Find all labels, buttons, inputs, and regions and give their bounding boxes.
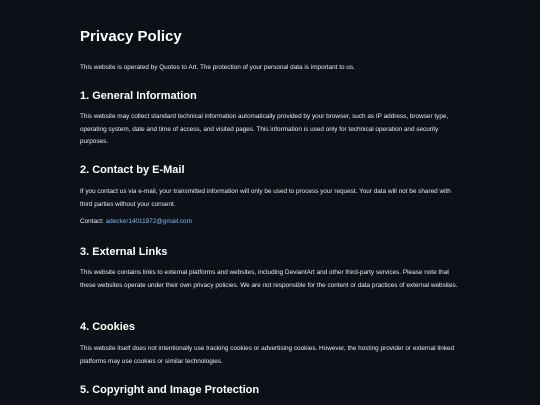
contact-label: Contact: — [80, 218, 104, 225]
section-heading-copyright: 5. Copyright and Image Protection — [80, 384, 260, 396]
contact-email-link[interactable]: adecker14011972@gmail.com — [105, 218, 192, 225]
contact-line — [80, 216, 462, 229]
intro-text: This website is operated by Quotes to Art. The protection of your personal data is important to us. — [80, 64, 355, 71]
section-heading-general-information: 1. General Information — [80, 90, 197, 102]
section-body-general-information: This website may collect standard technical information automatically provided by your browser, such as IP address, browser type, operating system, date and time of access, and visited pages. This information is used only for technical operation and security purposes. — [80, 113, 449, 145]
page-title: Privacy Policy — [80, 28, 182, 45]
section-body-contact-email: If you contact us via e-mail, your transmitted information will only be used to process your request. Your data will not be shared with third parties without your consent. — [80, 188, 451, 208]
section-body-external-links: This website contains links to external platforms and websites, including DeviantArt and other third-party services. Please note that these websites operate under their own privacy policies. We are not responsible for the content or data practices of external websites. — [80, 269, 458, 289]
section-body-cookies: This website itself does not intentionally use tracking cookies or advertising cookies. However, the hosting provider or external linked platforms may use cookies or similar technologies. — [80, 345, 455, 365]
section-heading-external-links: 3. External Links — [80, 246, 168, 258]
section-heading-cookies: 4. Cookies — [80, 321, 136, 333]
section-heading-contact-email: 2. Contact by E-Mail — [80, 164, 185, 176]
